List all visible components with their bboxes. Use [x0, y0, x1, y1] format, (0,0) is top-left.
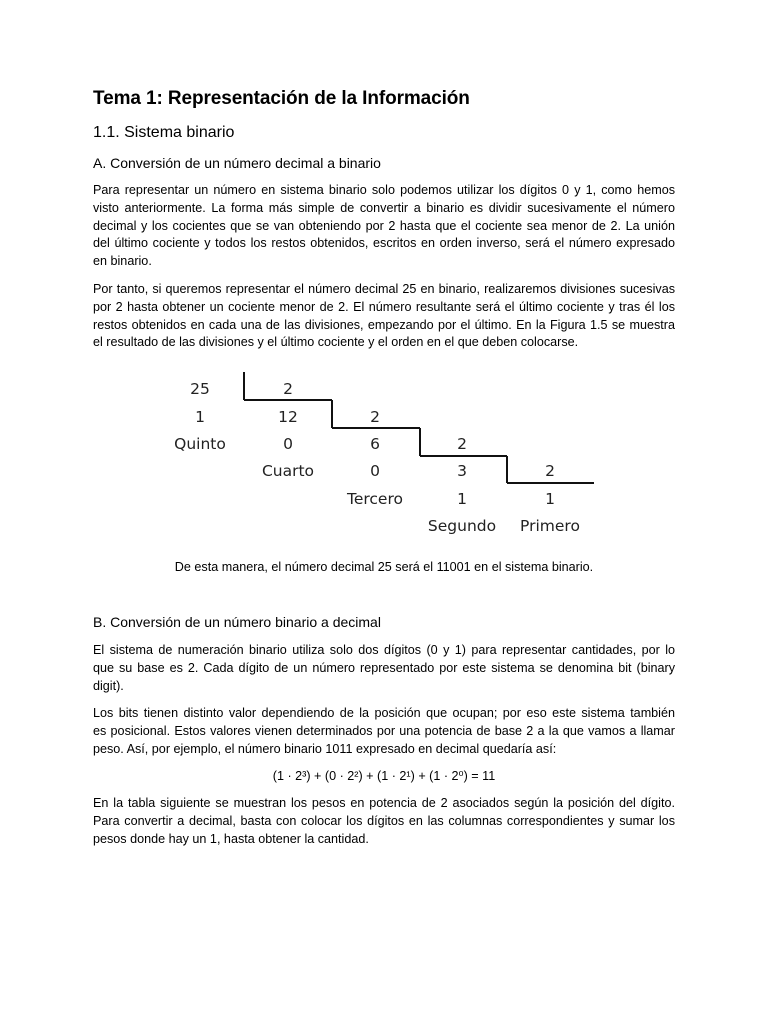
order-label: Primero: [520, 517, 580, 535]
text-line: el resultado de las divisiones y el último cociente y el orden en el que deben colocarse.: [93, 335, 579, 350]
text-line: Para convertir a decimal, basta con colocar los dígitos en las columnas correspondientes y sumar los: [93, 813, 675, 828]
order-label: Quinto: [174, 435, 226, 453]
paragraph-b2: [93, 705, 675, 758]
order-label: Cuarto: [261, 462, 315, 480]
division-diagram: [160, 366, 610, 541]
subsection-b-heading: B. Conversión de un número binario a decimal: [93, 614, 381, 630]
subsection-a-heading: A. Conversión de un número decimal a binario: [93, 155, 381, 171]
quotient: 3: [457, 462, 467, 480]
paragraph-b3: [93, 795, 675, 848]
text-line: por 2 hasta obtener un cociente menor de 2. El número resultante será el último cociente y tras él los: [93, 299, 675, 314]
remainder: 0: [370, 462, 380, 480]
text-line: que su base es 2. Cada dígito de un número representado por este sistema se denomina bit (binary: [93, 660, 675, 675]
section-heading: 1.1. Sistema binario: [93, 124, 235, 141]
remainder: 1: [457, 490, 467, 508]
remainder: 0: [283, 435, 293, 453]
order-label: Tercero: [347, 490, 403, 508]
paragraph-b1: [93, 642, 675, 695]
remainder: 1: [195, 408, 205, 426]
text-line: del último cociente y todos los restos obtenidos, escritos en orden inverso, será el número expresado: [93, 236, 675, 251]
text-line: En la tabla siguiente se muestran los pesos en potencia de 2 asociados según la posición del dígito.: [93, 796, 675, 810]
divisor: 2: [545, 462, 555, 480]
formula: (1 · 2³) + (0 · 2²) + (1 · 2¹) + (1 · 2⁰) = 11: [272, 769, 496, 783]
text-line: decimal y los cocientes que se van obteniendo por 2 hasta que el cociente sea menor de 2. La unión: [93, 218, 675, 233]
text-line: digit).: [93, 678, 124, 693]
quotient: 12: [278, 408, 298, 426]
text-line: restos obtenidos en cada una de las divisiones, empezando por el último. En la Figura 1.5 se muestra: [93, 317, 675, 332]
text-line: Los bits tienen distinto valor dependiendo de la posición que ocupan; por eso este sistema también: [93, 706, 675, 720]
text-line: visto anteriormente. La forma más simple de convertir a binario es dividir sucesivamente el número: [93, 200, 675, 215]
figure-caption: De esta manera, el número decimal 25 será el 11001 en el sistema binario.: [174, 560, 594, 574]
quotient: 6: [370, 435, 380, 453]
order-label: Segundo: [427, 517, 497, 535]
divisor: 2: [370, 408, 380, 426]
text-line: pesos donde hay un 1, hasta obtener la cantidad.: [93, 831, 369, 846]
last-quotient: 1: [545, 490, 555, 508]
text-line: Para representar un número en sistema binario solo podemos utilizar los dígitos 0 y 1, como hemos: [93, 183, 675, 197]
text-line: es posicional. Estos valores vienen determinados por una potencia de base 2 a la que vamos a llamar: [93, 723, 675, 738]
divisor: 2: [283, 380, 293, 398]
page-title: Tema 1: Representación de la Información: [93, 88, 470, 109]
text-line: en binario.: [93, 254, 152, 269]
paragraph-a1: [93, 182, 675, 271]
text-line: El sistema de numeración binario utiliza solo dos dígitos (0 y 1) para representar cantidades, por lo: [93, 643, 675, 657]
dividend: 25: [190, 380, 210, 398]
paragraph-a2: [93, 281, 675, 352]
text-line: peso. Así, por ejemplo, el número binario 1011 expresado en decimal quedaría así:: [93, 741, 557, 756]
divisor: 2: [457, 435, 467, 453]
text-line: Por tanto, si queremos representar el número decimal 25 en binario, realizaremos divisiones sucesivas: [93, 282, 675, 296]
